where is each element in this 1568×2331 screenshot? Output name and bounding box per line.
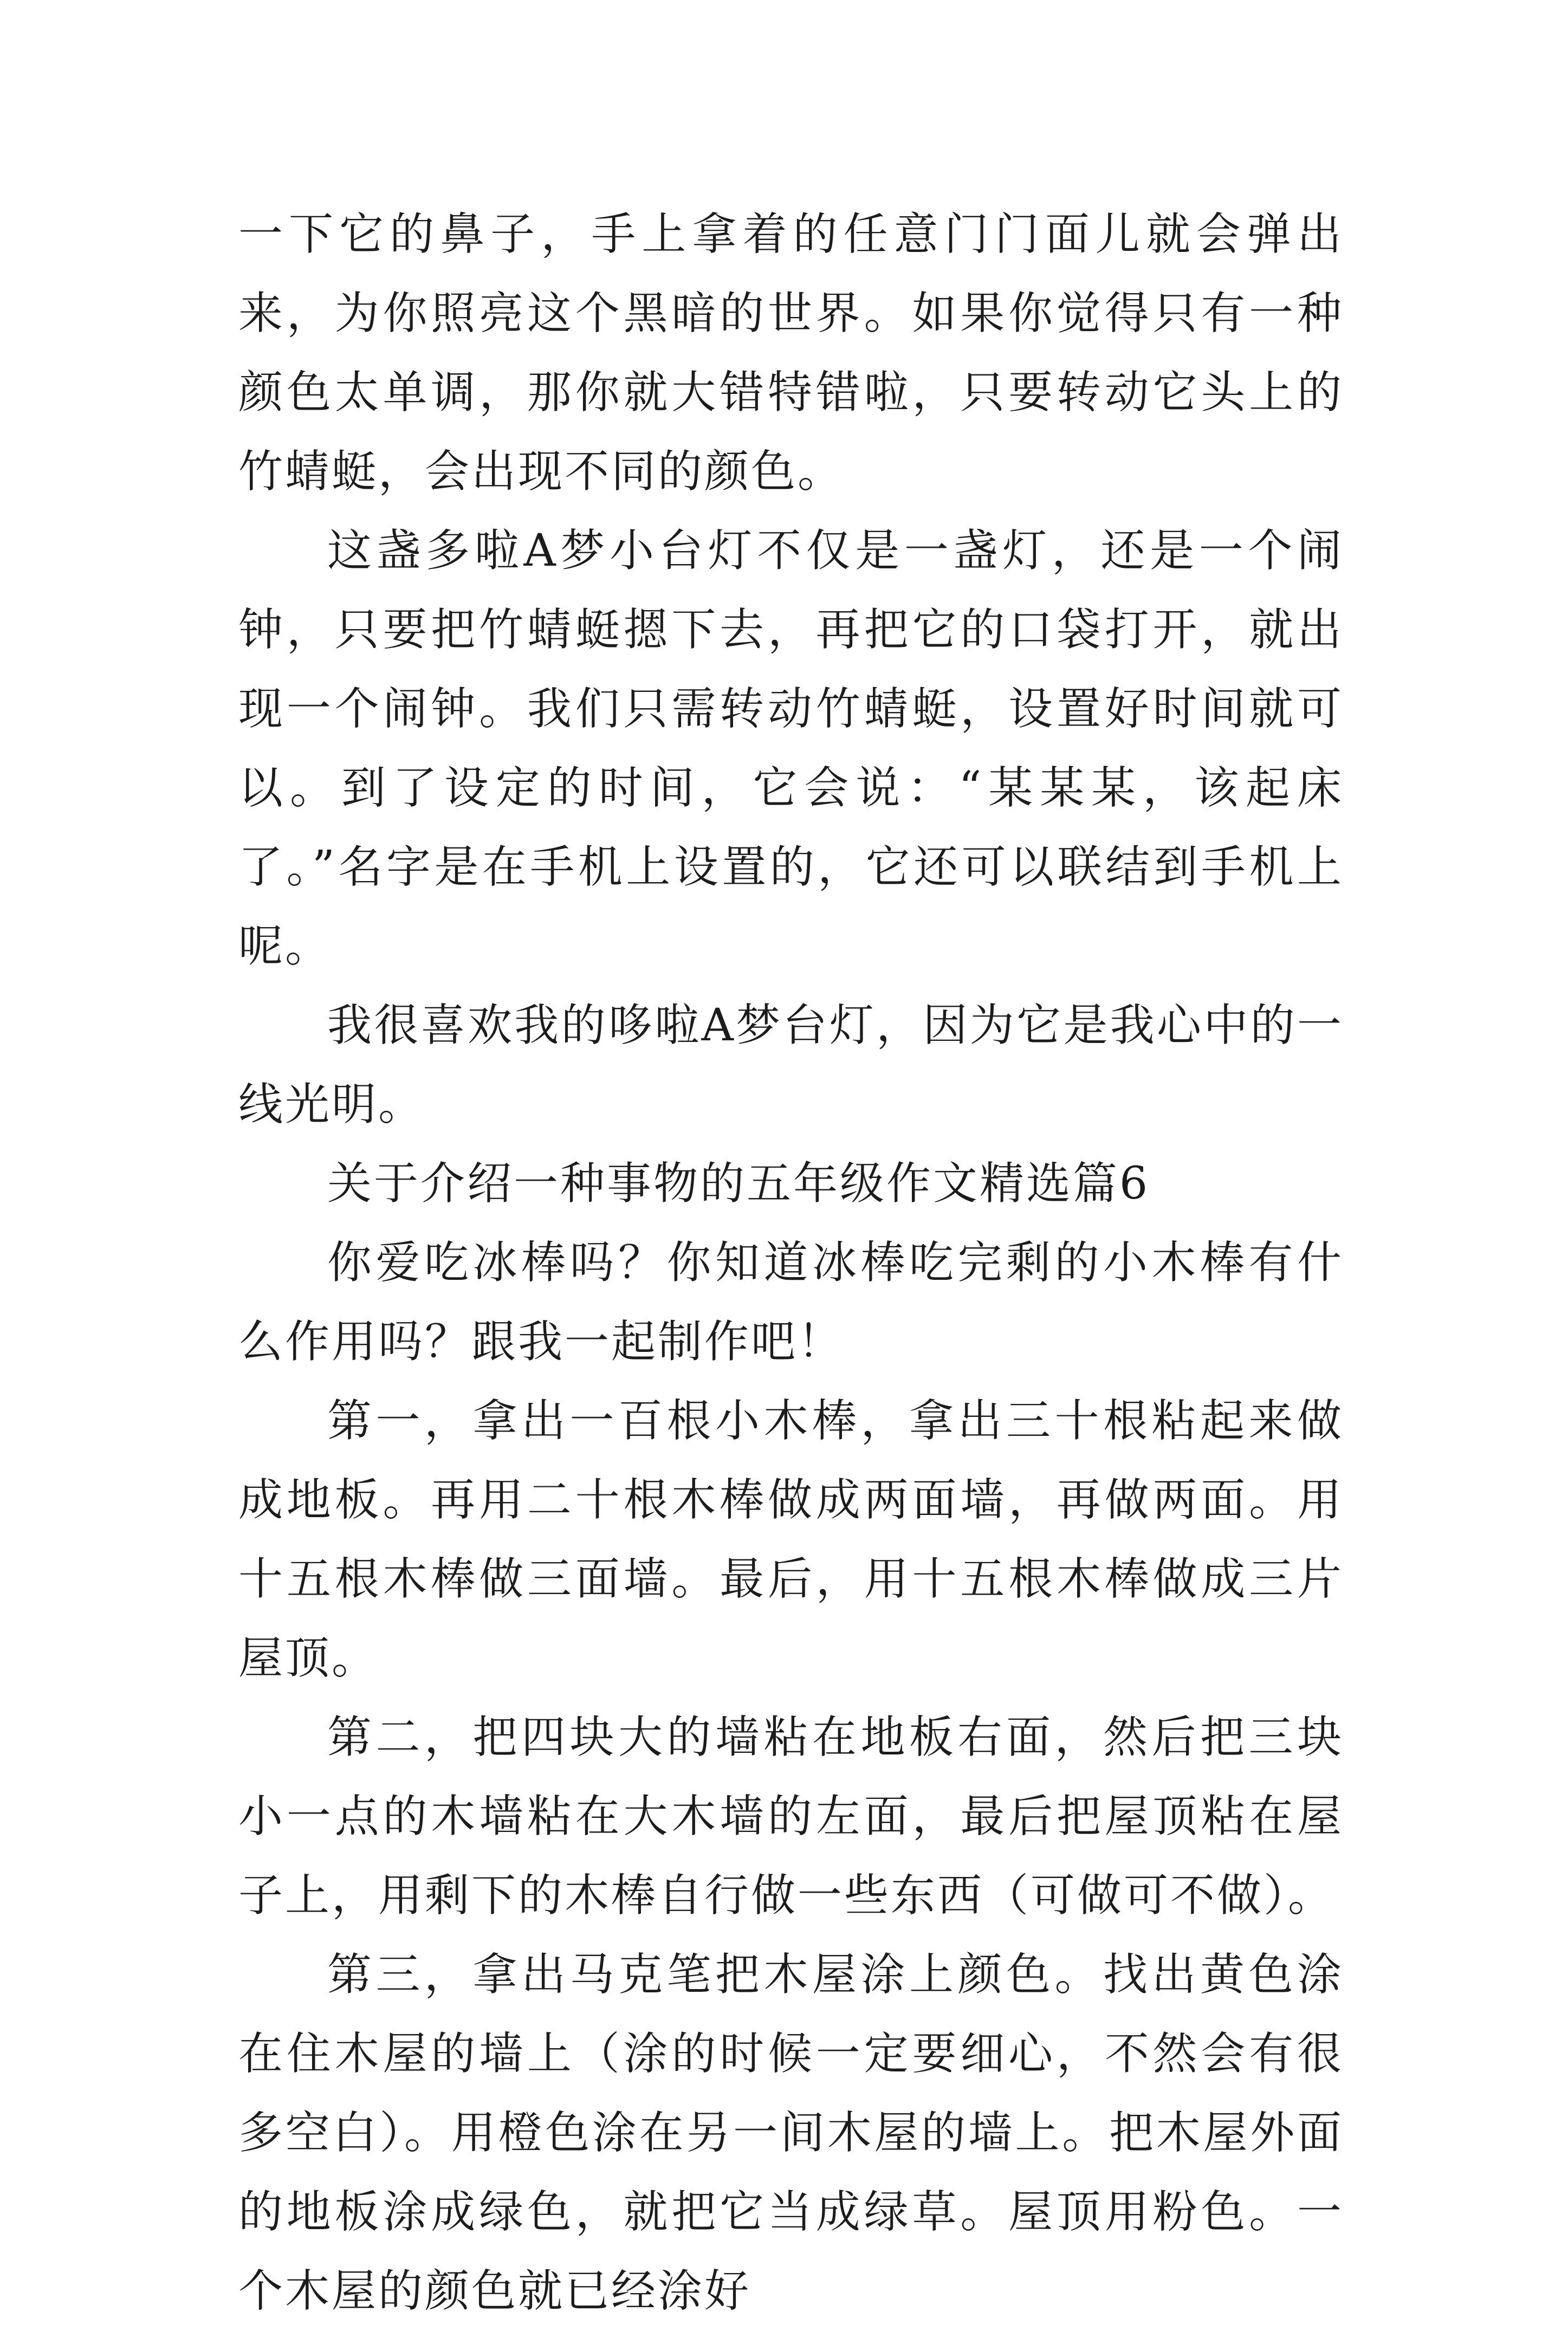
article-body <box>238 195 1344 2331</box>
section-heading: 关于介绍一种事物的五年级作文精选篇6 <box>327 1158 1150 1209</box>
paragraph-intro-question: 你爱吃冰棒吗？你知道冰棒吃完剩的小木棒有什么作用吗？跟我一起制作吧！ <box>238 1237 1344 1368</box>
paragraph-closing: 我很喜欢我的哆啦A梦台灯，因为它是我心中的一线光明。 <box>238 1000 1344 1130</box>
paragraph-step-three: 第三，拿出马克笔把木屋涂上颜色。找出黄色涂在住木屋的墙上（涂的时候一定要细心，不然会有很多空白）。用橙色涂在另一间木屋的墙上。把木屋外面的地板涂成绿色，就把它当成绿草。屋顶用粉色。一个木屋的颜色就已经涂好 <box>238 1949 1344 2317</box>
paragraph-step-two: 第二，把四块大的墙粘在地板右面，然后把三块小一点的木墙粘在大木墙的左面，最后把屋顶粘在屋子上，用剩下的木棒自行做一些东西（可做可不做）。 <box>238 1712 1344 1921</box>
paragraph-continuation: 一下它的鼻子，手上拿着的任意门门面儿就会弹出来，为你照亮这个黑暗的世界。如果你觉得只有一种颜色太单调，那你就大错特错啦，只要转动它头上的竹蜻蜓，会出现不同的颜色。 <box>238 209 1344 497</box>
paragraph-desk-lamp-clock: 这盏多啦A梦小台灯不仅是一盏灯，还是一个闹钟，只要把竹蜻蜓摁下去，再把它的口袋打开，就出现一个闹钟。我们只需转动竹蜻蜓，设置好时间就可以。到了设定的时间，它会说：“某某某，该起床了。”名字是在手机上设置的，它还可以联结到手机上呢。 <box>238 525 1344 972</box>
paragraph-step-one: 第一，拿出一百根小木棒，拿出三十根粘起来做成地板。再用二十根木棒做成两面墙，再做两面。用十五根木棒做三面墙。最后，用十五根木棒做成三片屋顶。 <box>238 1395 1344 1684</box>
